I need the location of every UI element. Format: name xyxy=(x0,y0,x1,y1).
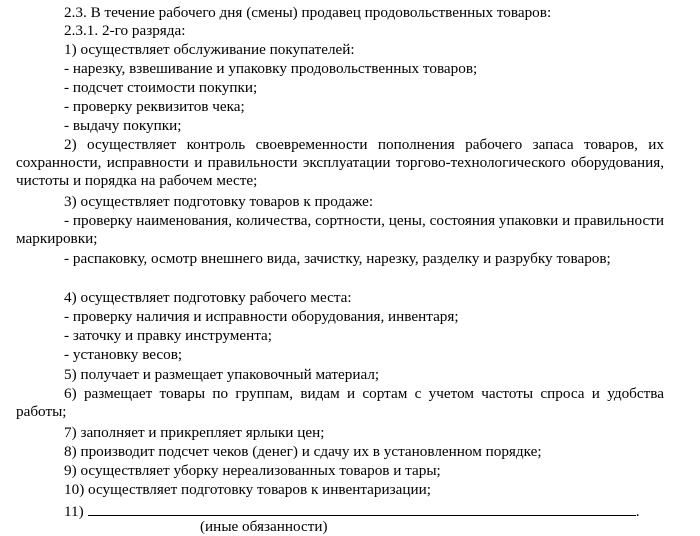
duty-item-5: 5) получает и размещает упаковочный материал; xyxy=(64,366,380,383)
duty-subitem: - подсчет стоимости покупки; xyxy=(64,79,258,96)
duty-subitem: - нарезку, взвешивание и упаковку продовольственных товаров; xyxy=(64,60,478,77)
duty-subitem: - проверку наличия и исправности оборудования, инвентаря; xyxy=(64,308,459,325)
duty-item-4: 4) осуществляет подготовку рабочего места: xyxy=(64,289,352,306)
subsection-heading: 2.3.1. 2-го разряда: xyxy=(64,22,186,39)
duty-subitem: - проверку наименования, количества, сортности, цены, состояния упаковки и правильности маркировки; xyxy=(16,212,664,247)
duty-item-8: 8) производит подсчет чеков (денег) и сдачу их в установленном порядке; xyxy=(64,443,542,460)
duty-item-3: 3) осуществляет подготовку товаров к продаже: xyxy=(64,193,374,210)
duty-item-6: 6) размещает товары по группам, видам и сортам с учетом частоты спроса и удобства работы; xyxy=(16,385,664,420)
duty-item-9: 9) осуществляет уборку нереализованных товаров и тары; xyxy=(64,462,441,479)
section-heading: 2.3. В течение рабочего дня (смены) продавец продовольственных товаров: xyxy=(64,4,552,21)
duty-item-2: 2) осуществляет контроль своевременности пополнения рабочего запаса товаров, их сохранности, исправности и правильности эксплуатации торгово-технологического оборудования, чистоты и порядка на рабочем месте; xyxy=(16,136,664,189)
duty-item-11 xyxy=(64,501,639,519)
duty-item-10: 10) осуществляет подготовку товаров к инвентаризации; xyxy=(64,481,431,498)
duty-item-1: 1) осуществляет обслуживание покупателей: xyxy=(64,41,355,58)
item-11-end: . xyxy=(635,503,640,520)
duty-item-7: 7) заполняет и прикрепляет ярлыки цен; xyxy=(64,424,325,441)
duty-subitem: - распаковку, осмотр внешнего вида, зачистку, нарезку, разделку и разрубку товаров; xyxy=(64,250,611,267)
item-11-label: 11) xyxy=(64,503,84,520)
item-11-blank-line xyxy=(88,501,636,516)
item-11-caption: (иные обязанности) xyxy=(200,518,328,535)
duty-subitem: - проверку реквизитов чека; xyxy=(64,98,245,115)
duty-subitem: - установку весов; xyxy=(64,346,183,363)
duty-subitem: - заточку и правку инструмента; xyxy=(64,327,273,344)
duty-subitem: - выдачу покупки; xyxy=(64,117,182,134)
